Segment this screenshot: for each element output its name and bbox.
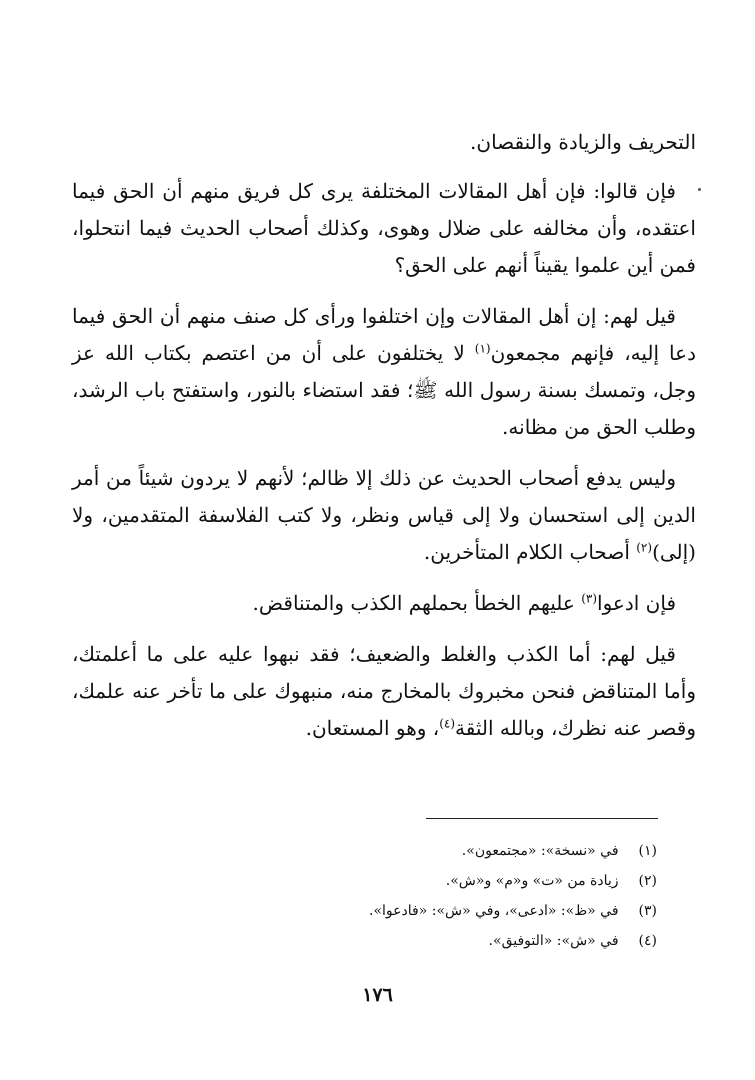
- footnote-ref-3[interactable]: (٣): [581, 591, 598, 606]
- footnote-separator: [426, 818, 658, 819]
- footnote-3: [237, 896, 657, 926]
- paragraph-reply-1: [72, 298, 696, 446]
- footnote-ref-1[interactable]: (١): [474, 341, 491, 356]
- footnote-text: في «ظ»: «ادعى»، وفي «ش»: «فادعوا».: [369, 903, 619, 919]
- paragraph-text: قيل لهم: أما الكذب والغلط والضعيف؛ فقد نبهوا عليه على ما أعلمتك، وأما المتناقض فنحن مخبروك بالمخارج منه، منبهوك على ما تأخر عنه علمك، وقصر عنه نظرك، وبالله الثقة: [72, 642, 696, 740]
- paragraph-text: وليس يدفع أصحاب الحديث عن ذلك إلا ظالم؛ لأنهم لا يردون شيئاً من أمر الدين إلى استحسان ولا إلى قياس ونظر، ولا كتب الفلاسفة المتقدمين، ولا (إلى): [72, 466, 696, 564]
- main-text: [72, 124, 696, 761]
- footnotes: [237, 836, 657, 956]
- paragraph-text: التحريف والزيادة والنقصان.: [470, 130, 696, 154]
- footnote-number: (١): [638, 843, 657, 859]
- paragraph-hadith-people: [72, 460, 696, 571]
- paragraph-continuation: [72, 124, 696, 161]
- paragraph-text: أصحاب الكلام المتأخرين.: [423, 540, 637, 564]
- footnote-2: [237, 866, 657, 896]
- footnote-1: [237, 836, 657, 866]
- footnote-number: (٢): [638, 873, 657, 889]
- paragraph-text: قيل لهم: إن أهل المقالات وإن اختلفوا ورأى كل صنف منهم أن الحق فيما دعا إليه، فإنهم مجمعون: [72, 304, 696, 365]
- paragraph-text: عليهم الخطأ بحملهم الكذب والمتناقض.: [252, 591, 582, 615]
- footnote-number: (٣): [638, 903, 657, 919]
- footnote-text: زيادة من «ت» و«م» و«ش».: [445, 873, 619, 889]
- paragraph-text: لا يختلفون على أن من اعتصم بكتاب الله عز وجل، وتمسك بسنة رسول الله ﷺ؛ فقد استضاء بالنور، واستفتح باب الرشد، وطلب الحق من مظانه.: [72, 341, 696, 439]
- footnote-text: في «ش»: «التوفيق».: [488, 933, 619, 949]
- paragraph-claim: [72, 585, 696, 622]
- paragraph-text: فإن قالوا: فإن أهل المقالات المختلفة يرى كل فريق منهم أن الحق فيما اعتقده، وأن مخالفه على ضلال وهوى، وكذلك أصحاب الحديث فيما انتحلوا، فمن أين علموا يقيناً أنهم على الحق؟: [72, 179, 696, 277]
- paragraph-objection: [72, 173, 696, 284]
- page-number: ١٧٦: [362, 984, 393, 1006]
- ink-speck: [698, 188, 701, 191]
- paragraph-text: فإن ادعوا: [597, 591, 676, 615]
- footnote-ref-2[interactable]: (٢): [636, 540, 653, 555]
- footnote-number: (٤): [638, 933, 657, 949]
- footnote-text: في «نسخة»: «مجتمعون».: [461, 843, 619, 859]
- footnote-ref-4[interactable]: (٤): [439, 716, 456, 731]
- paragraph-text: ، وهو المستعان.: [305, 716, 440, 740]
- footnote-4: [237, 926, 657, 956]
- paragraph-reply-2: [72, 636, 696, 747]
